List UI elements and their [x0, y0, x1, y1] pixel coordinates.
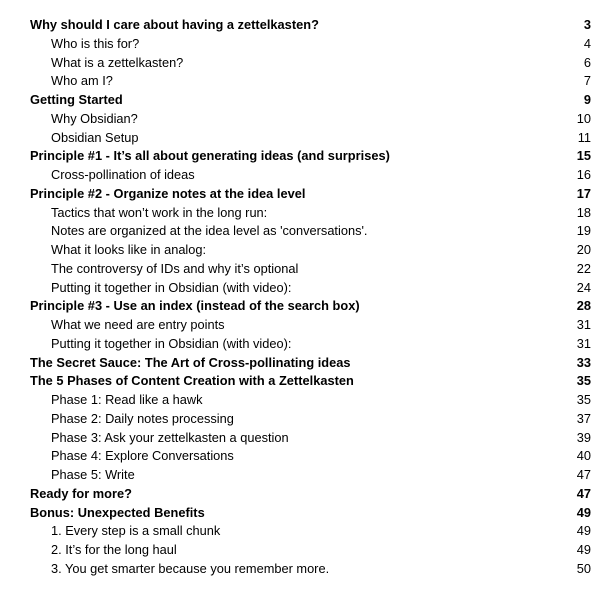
toc-section-entry[interactable]: [0, 372, 613, 391]
toc-section-entry[interactable]: [0, 504, 613, 523]
toc-entry-title[interactable]: Bonus: Unexpected Benefits: [30, 504, 205, 520]
toc-subsection-entry[interactable]: [0, 35, 613, 54]
toc-subsection-entry[interactable]: [0, 110, 613, 129]
toc-subsection-entry[interactable]: [0, 410, 613, 429]
toc-entry-page-number[interactable]: 37: [576, 410, 591, 426]
toc-entry-page-number[interactable]: 16: [576, 167, 591, 182]
toc-entry-title[interactable]: Obsidian Setup: [51, 129, 139, 145]
toc-section-entry[interactable]: [0, 485, 613, 504]
toc-entry-title[interactable]: The 5 Phases of Content Creation with a Zettelkasten: [30, 373, 354, 389]
toc-entry-page-number[interactable]: 17: [576, 185, 591, 201]
toc-entry-title[interactable]: Phase 4: Explore Conversations: [51, 448, 234, 464]
toc-entry-title[interactable]: What is a zettelkasten?: [51, 54, 184, 70]
toc-subsection-entry[interactable]: [0, 222, 613, 241]
toc-entry-title[interactable]: 2. It’s for the long haul: [51, 542, 177, 557]
toc-entry-page-number[interactable]: 3: [583, 17, 591, 32]
toc-entry-title[interactable]: Why Obsidian?: [51, 110, 138, 126]
toc-subsection-entry[interactable]: [0, 541, 613, 560]
toc-subsection-entry[interactable]: [0, 241, 613, 260]
toc-entry-page-number[interactable]: 40: [576, 448, 591, 464]
toc-subsection-entry[interactable]: [0, 335, 613, 354]
toc-subsection-entry[interactable]: [0, 166, 613, 185]
toc-subsection-entry[interactable]: [0, 429, 613, 448]
toc-subsection-entry[interactable]: [0, 72, 613, 91]
toc-entry-page-number[interactable]: 10: [576, 110, 591, 126]
toc-subsection-entry[interactable]: [0, 466, 613, 485]
table-of-contents: [0, 16, 613, 579]
toc-section-entry[interactable]: [0, 91, 613, 110]
toc-entry-page-number[interactable]: 49: [576, 523, 591, 539]
toc-entry-title[interactable]: Cross-pollination of ideas: [51, 167, 195, 182]
toc-subsection-entry[interactable]: [0, 391, 613, 410]
toc-entry-page-number[interactable]: 15: [576, 148, 591, 164]
toc-entry-page-number[interactable]: 35: [576, 392, 591, 407]
toc-entry-page-number[interactable]: 31: [576, 317, 591, 332]
toc-entry-title[interactable]: Getting Started: [30, 92, 123, 107]
toc-entry-page-number[interactable]: 47: [576, 485, 591, 501]
toc-entry-page-number[interactable]: 49: [576, 504, 591, 520]
toc-entry-title[interactable]: Principle #3 - Use an index (instead of the search box): [30, 298, 360, 314]
toc-entry-page-number[interactable]: 6: [583, 54, 591, 70]
toc-entry-page-number[interactable]: 22: [576, 260, 591, 276]
toc-section-entry[interactable]: [0, 185, 613, 204]
toc-entry-page-number[interactable]: 9: [583, 92, 591, 107]
toc-entry-page-number[interactable]: 31: [576, 335, 591, 351]
toc-entry-page-number[interactable]: 24: [576, 279, 591, 295]
toc-entry-page-number[interactable]: 7: [583, 73, 591, 89]
toc-subsection-entry[interactable]: [0, 54, 613, 73]
toc-entry-title[interactable]: Who is this for?: [51, 35, 140, 51]
toc-entry-page-number[interactable]: 49: [576, 542, 591, 557]
toc-entry-title[interactable]: Ready for more?: [30, 485, 132, 501]
toc-entry-title[interactable]: Phase 3: Ask your zettelkasten a question: [51, 429, 289, 445]
toc-entry-page-number[interactable]: 47: [576, 467, 591, 482]
toc-subsection-entry[interactable]: [0, 560, 613, 579]
toc-entry-page-number[interactable]: 11: [577, 129, 591, 145]
toc-entry-title[interactable]: The controversy of IDs and why it’s optional: [51, 260, 299, 276]
toc-entry-title[interactable]: Phase 2: Daily notes processing: [51, 410, 234, 426]
toc-subsection-entry[interactable]: [0, 260, 613, 279]
toc-entry-page-number[interactable]: 28: [576, 298, 591, 314]
toc-subsection-entry[interactable]: [0, 522, 613, 541]
toc-section-entry[interactable]: [0, 16, 613, 35]
toc-subsection-entry[interactable]: [0, 204, 613, 223]
toc-section-entry[interactable]: [0, 147, 613, 166]
toc-entry-page-number[interactable]: 33: [576, 354, 591, 370]
toc-entry-title[interactable]: The Secret Sauce: The Art of Cross-pollinating ideas: [30, 354, 351, 370]
toc-entry-title[interactable]: 3. You get smarter because you remember more.: [51, 560, 330, 576]
toc-entry-page-number[interactable]: 18: [576, 204, 591, 220]
toc-entry-title[interactable]: Putting it together in Obsidian (with video):: [51, 279, 292, 295]
toc-subsection-entry[interactable]: [0, 279, 613, 298]
toc-section-entry[interactable]: [0, 354, 613, 373]
toc-subsection-entry[interactable]: [0, 316, 613, 335]
toc-entry-title[interactable]: Principle #2 - Organize notes at the idea level: [30, 185, 306, 201]
toc-entry-page-number[interactable]: 39: [576, 429, 591, 445]
toc-entry-page-number[interactable]: 19: [576, 223, 591, 239]
toc-section-entry[interactable]: [0, 297, 613, 316]
toc-entry-page-number[interactable]: 35: [576, 373, 591, 389]
toc-entry-title[interactable]: What we need are entry points: [51, 317, 225, 332]
toc-entry-title[interactable]: Tactics that won’t work in the long run:: [51, 204, 268, 220]
toc-entry-title[interactable]: Notes are organized at the idea level as 'conversations'.: [51, 223, 368, 239]
toc-entry-title[interactable]: Who am I?: [51, 73, 113, 89]
toc-entry-title[interactable]: Principle #1 - It’s all about generating ideas (and surprises): [30, 148, 390, 164]
toc-entry-title[interactable]: Why should I care about having a zettelkasten?: [30, 17, 319, 32]
toc-entry-title[interactable]: Phase 5: Write: [51, 467, 135, 482]
toc-subsection-entry[interactable]: [0, 129, 613, 148]
toc-entry-page-number[interactable]: 50: [576, 560, 591, 576]
toc-entry-title[interactable]: What it looks like in analog:: [51, 242, 207, 257]
toc-entry-title[interactable]: Phase 1: Read like a hawk: [51, 392, 203, 407]
toc-entry-title[interactable]: 1. Every step is a small chunk: [51, 523, 221, 539]
toc-entry-page-number[interactable]: 20: [576, 242, 591, 257]
toc-subsection-entry[interactable]: [0, 447, 613, 466]
toc-entry-page-number[interactable]: 4: [583, 35, 591, 51]
toc-entry-title[interactable]: Putting it together in Obsidian (with video):: [51, 335, 292, 351]
